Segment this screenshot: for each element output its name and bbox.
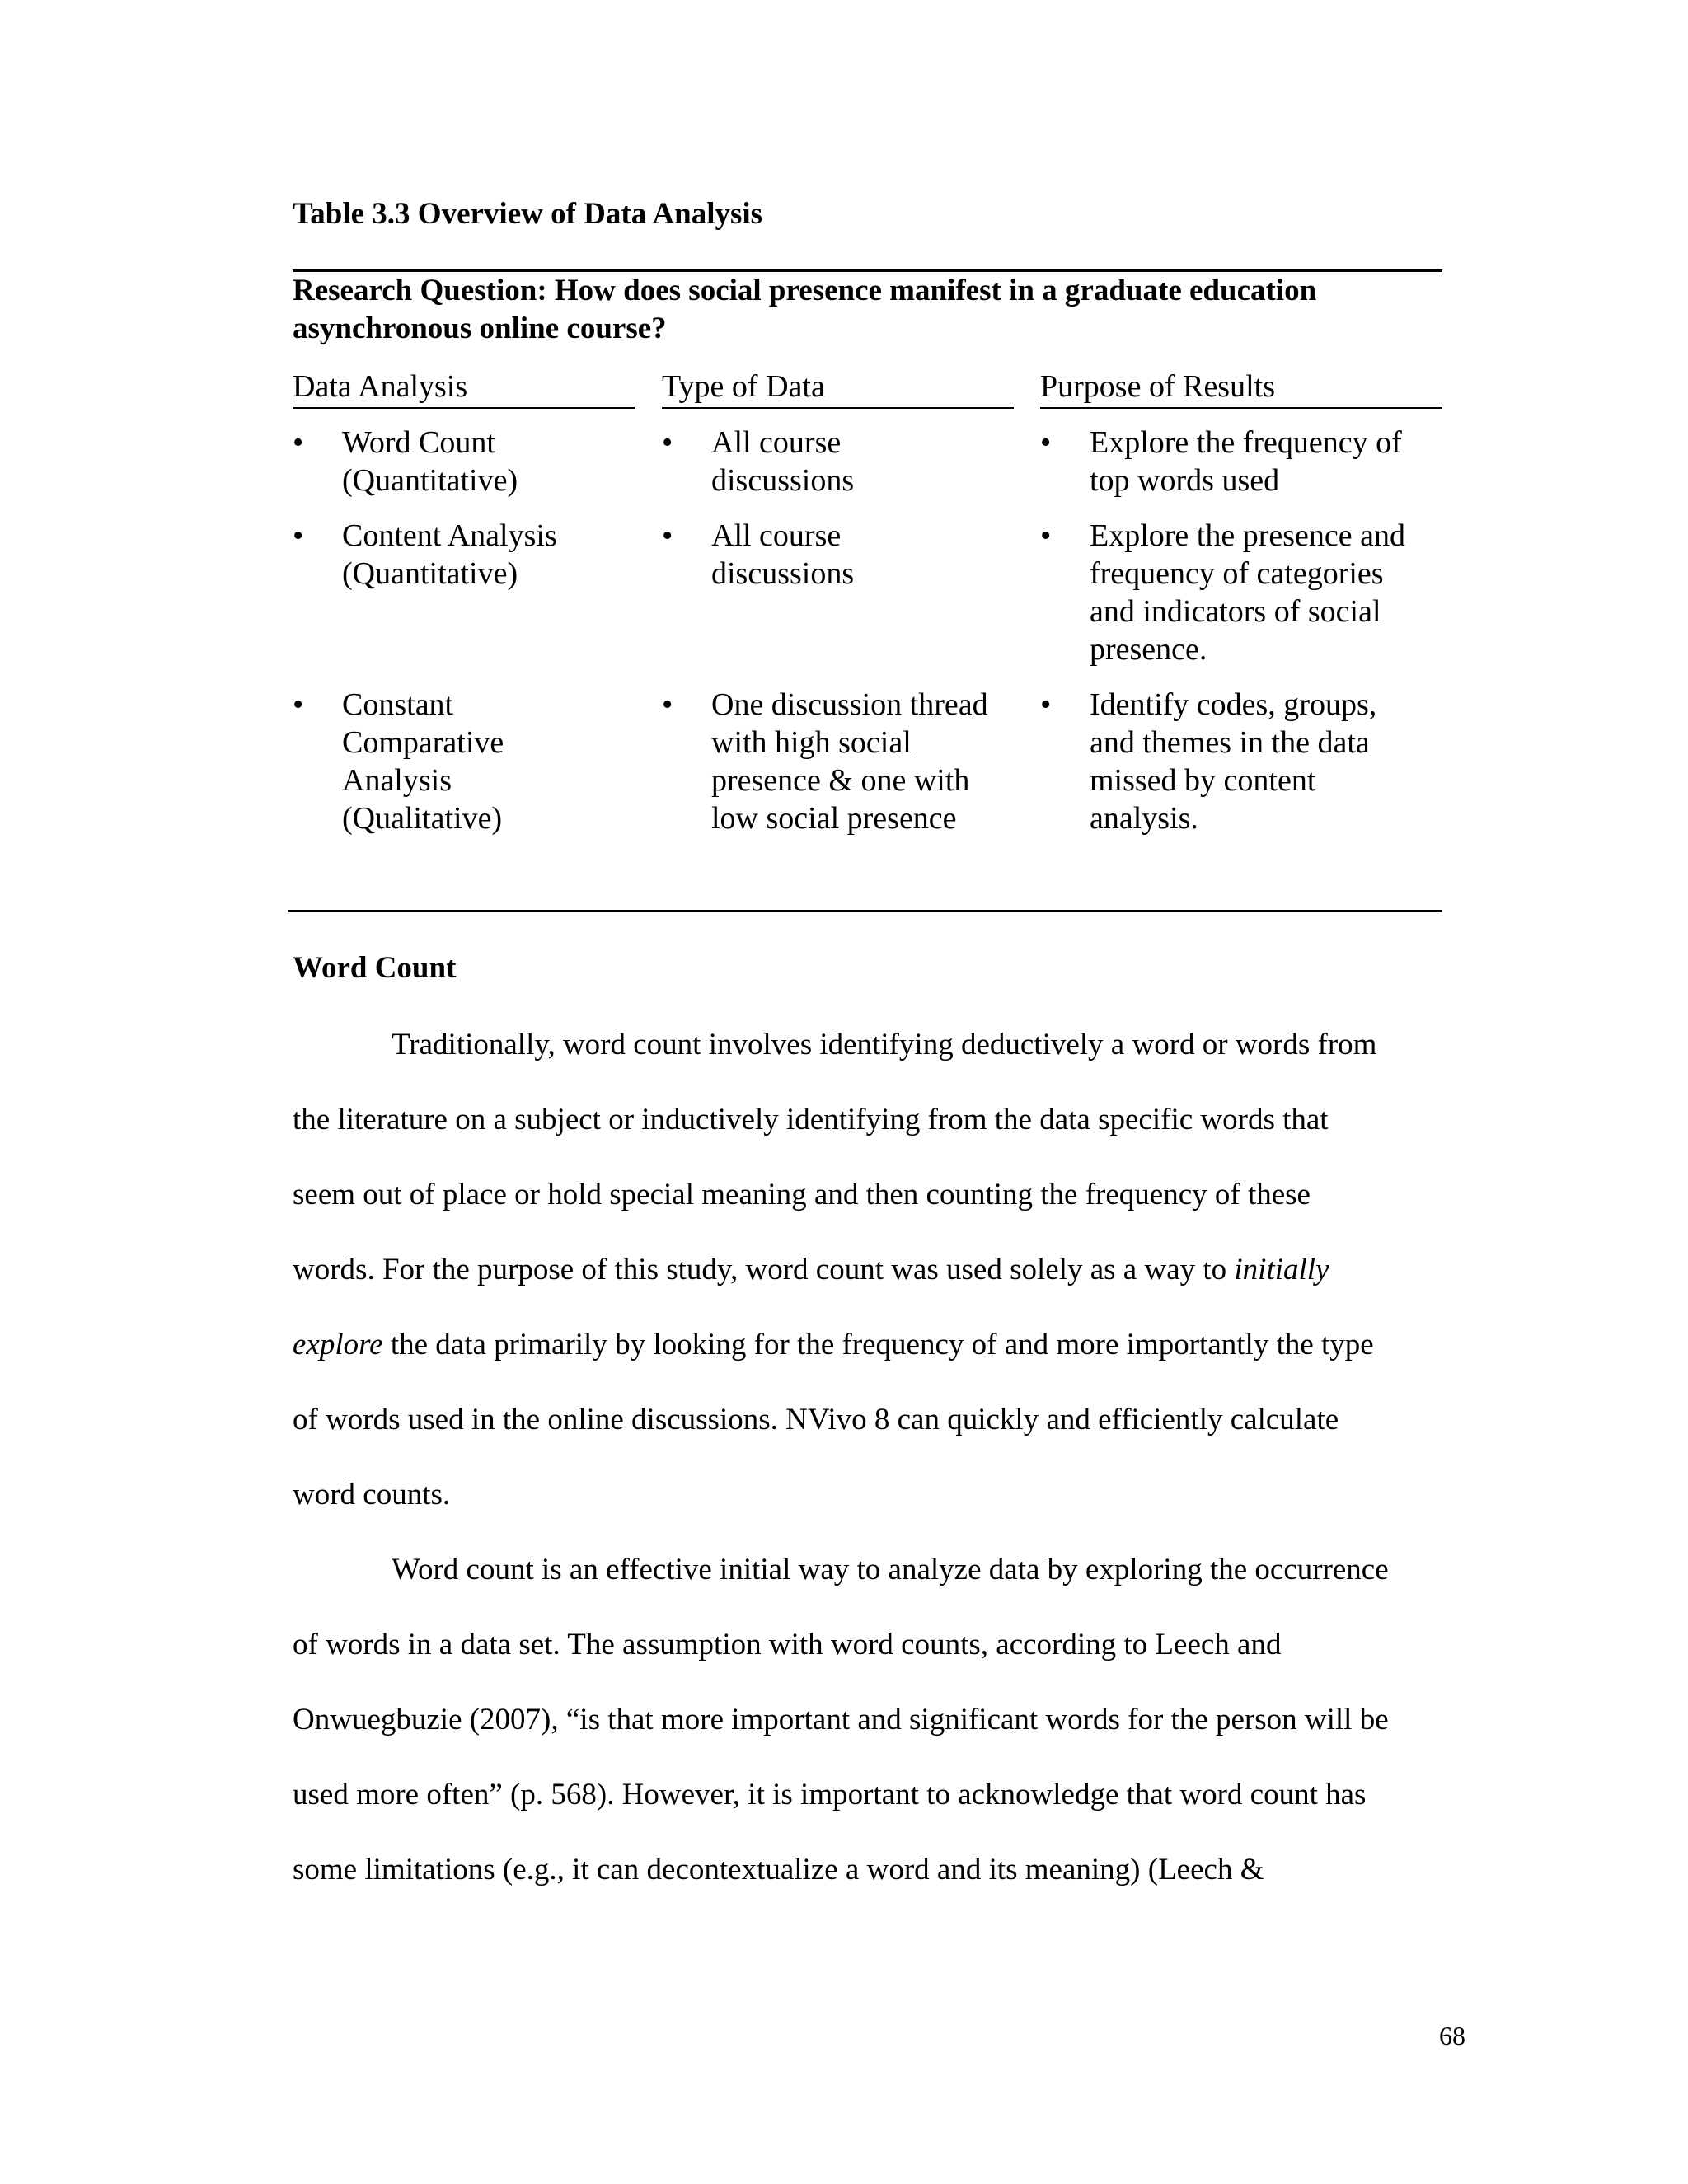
table-cell-text (711, 517, 854, 593)
section-heading: Word Count (293, 951, 457, 985)
table-cell-line: discussions (711, 556, 855, 591)
body-paragraph (293, 1007, 1479, 1532)
paragraph-line: of words in a data set. The assumption with word counts, according to Leech and (293, 1628, 1282, 1661)
table-title: Table 3.3 Overview of Data Analysis (293, 197, 763, 231)
table-cell-line: with high social (711, 725, 912, 760)
paragraph-line: used more often” (p. 568). However, it is important to acknowledge that word count has (293, 1778, 1367, 1811)
table-cell-line: frequency of categories (1090, 556, 1384, 591)
column-header-data-analysis: Data Analysis (293, 369, 468, 404)
table-cell-line: and themes in the data (1090, 725, 1370, 760)
table-cell-line: (Quantitative) (342, 556, 518, 591)
table-cell-line: missed by content (1090, 763, 1316, 798)
table-cell-line: top words used (1090, 463, 1280, 498)
bullet: • (662, 518, 673, 553)
paragraph-line: words. For the purpose of this study, word count was used solely as a way to initially (293, 1253, 1329, 1286)
column-header-underline (1040, 407, 1442, 409)
table-cell-line: presence & one with (711, 763, 970, 798)
table-cell-line: All course (711, 518, 842, 553)
paragraph-line: word counts. (293, 1478, 451, 1511)
table-cell-line: Comparative (342, 725, 504, 760)
table-cell-text (1090, 424, 1402, 499)
research-question-line: Research Question: How does social presence manifest in a graduate education (293, 274, 1317, 307)
bullet: • (293, 687, 304, 722)
table-cell-text (342, 517, 557, 593)
table-cell-text (711, 424, 854, 499)
research-question-line: asynchronous online course? (293, 312, 667, 345)
research-question (293, 272, 1447, 348)
table-cell-line: Analysis (342, 763, 452, 798)
bullet: • (293, 518, 304, 553)
paragraph-line: Traditionally, word count involves identifying deductively a word or words from (392, 1028, 1377, 1062)
column-header-type-of-data: Type of Data (662, 369, 825, 404)
table-cell-line: All course (711, 425, 842, 460)
paragraph-line: Onwuegbuzie (2007), “is that more important and significant words for the person will be (293, 1703, 1389, 1736)
page-number: 68 (1439, 2021, 1465, 2050)
bullet: • (1040, 425, 1052, 460)
table-cell-line: Word Count (342, 425, 495, 460)
table-cell-line: Constant (342, 687, 454, 722)
paragraph-line: explore the data primarily by looking for the frequency of and more importantly the type (293, 1328, 1374, 1361)
table-cell-line: Explore the frequency of (1090, 425, 1402, 460)
table-cell-line: and indicators of social (1090, 594, 1381, 629)
bullet: • (662, 425, 673, 460)
paragraph-line: the literature on a subject or inductively identifying from the data specific words that (293, 1103, 1329, 1137)
table-cell-line: analysis. (1090, 801, 1198, 836)
bullet: • (662, 687, 673, 722)
table-cell-line: Explore the presence and (1090, 518, 1405, 553)
bullet: • (1040, 518, 1052, 553)
bullet: • (293, 425, 304, 460)
table-cell-text (1090, 517, 1405, 668)
table-cell-line: Identify codes, groups, (1090, 687, 1377, 722)
table-cell-line: low social presence (711, 801, 957, 836)
table-cell-text (342, 686, 504, 837)
table-cell-line: Content Analysis (342, 518, 557, 553)
table-cell-line: One discussion thread (711, 687, 988, 722)
paragraph-line: some limitations (e.g., it can decontextualize a word and its meaning) (Leech & (293, 1853, 1264, 1886)
table-cell-text (1090, 686, 1376, 837)
body-paragraph (293, 1532, 1479, 1907)
table-cell-line: (Quantitative) (342, 463, 518, 498)
column-header-purpose-of-results: Purpose of Results (1040, 369, 1275, 404)
paragraph-line: Word count is an effective initial way to analyze data by exploring the occurrence (392, 1553, 1389, 1586)
column-header-underline (662, 407, 1014, 409)
table-cell-line: discussions (711, 463, 855, 498)
table-cell-line: (Qualitative) (342, 801, 503, 836)
table-cell-text (711, 686, 988, 837)
paragraph-line: of words used in the online discussions. NVivo 8 can quickly and efficiently calculate (293, 1403, 1339, 1436)
table-cell-line: presence. (1090, 632, 1207, 667)
bullet: • (1040, 687, 1052, 722)
column-header-underline (293, 407, 635, 409)
table-cell-text (342, 424, 518, 499)
table-bottom-rule (288, 910, 1442, 912)
paragraph-line: seem out of place or hold special meaning and then counting the frequency of these (293, 1178, 1311, 1212)
